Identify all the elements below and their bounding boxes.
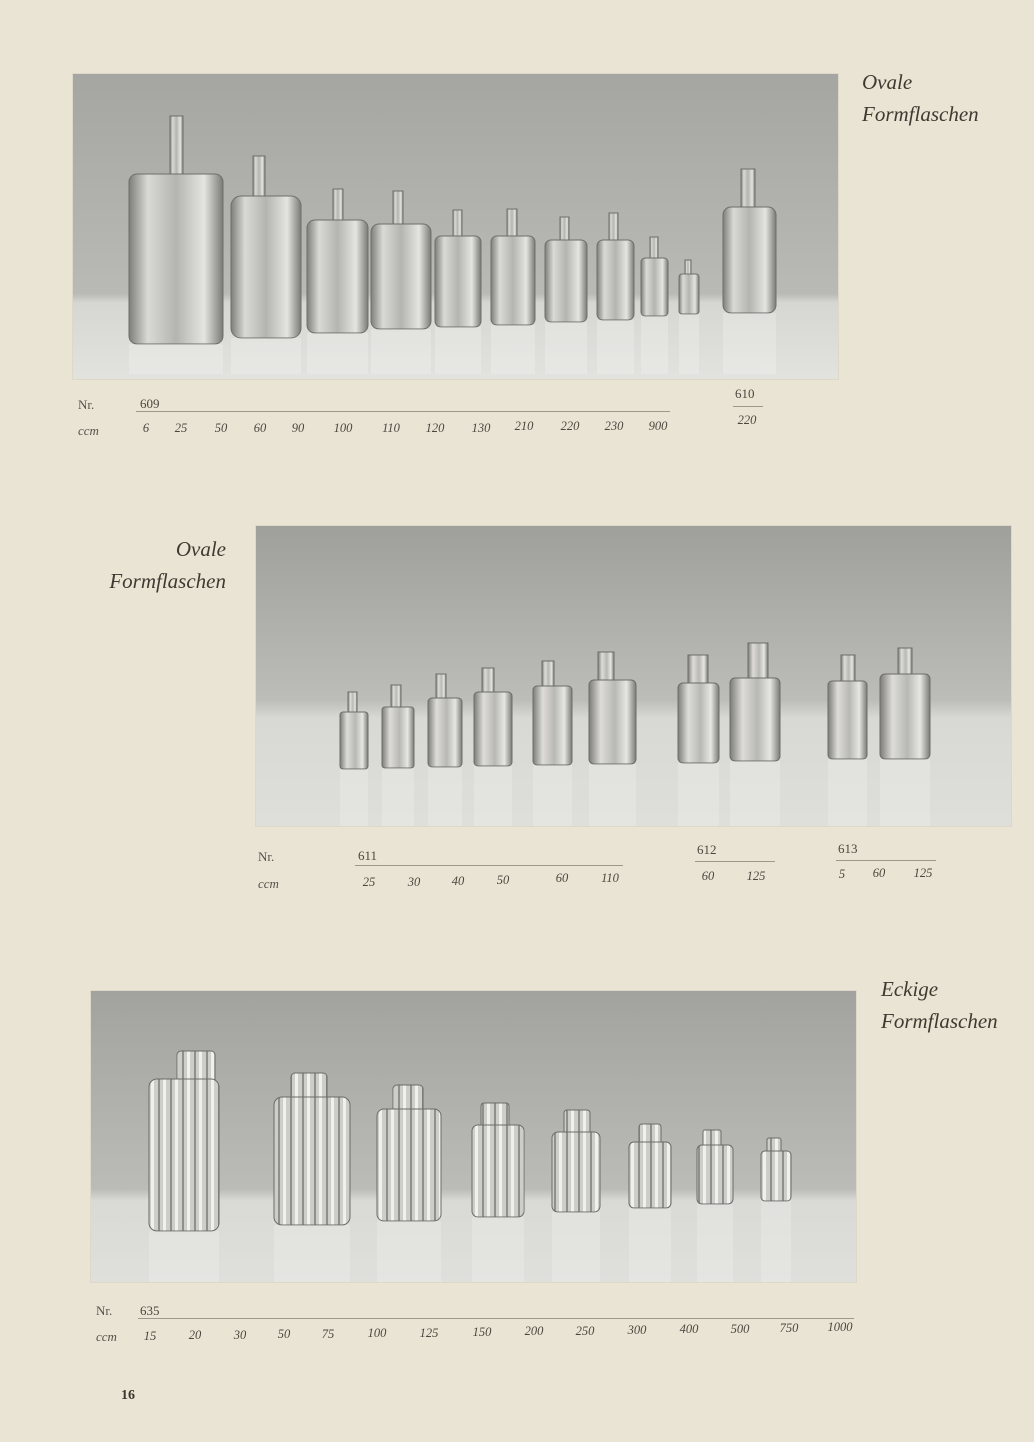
section-title-angular [881, 973, 998, 1037]
article-number-612: 612 [697, 842, 717, 857]
ccm-value: 75 [321, 1327, 335, 1341]
ccm-value: 60 [872, 866, 886, 880]
size-rule-612 [695, 861, 775, 862]
section-title-line1: Ovale [862, 70, 913, 94]
ccm-value: 40 [451, 874, 465, 888]
article-number-609: 609 [140, 396, 160, 411]
ccm-value: 300 [627, 1323, 647, 1337]
ccm-value: 25 [362, 875, 376, 889]
ccm-value: 900 [648, 419, 668, 433]
ccm-value: 110 [382, 421, 400, 435]
ccm-value: 100 [367, 1326, 387, 1340]
ccm-value: 125 [419, 1326, 439, 1340]
nr-label: Nr. [258, 849, 275, 864]
ccm-label: ccm [78, 423, 99, 438]
section-title-oval-2 [96, 533, 226, 597]
bottle-photo-angular-635-image [91, 991, 856, 1282]
bottle-photo-angular-635 [91, 991, 856, 1282]
article-number-613: 613 [838, 841, 858, 856]
size-rule-609 [136, 411, 670, 412]
ccm-value: 125 [913, 866, 933, 880]
page-number: 16 [121, 1388, 135, 1403]
size-rule-613 [836, 860, 936, 861]
ccm-label: ccm [258, 876, 279, 891]
ccm-value: 150 [472, 1325, 492, 1339]
ccm-value: 400 [679, 1322, 699, 1336]
size-rule-635 [138, 1318, 854, 1319]
ccm-value: 90 [291, 421, 305, 435]
ccm-value: 500 [730, 1322, 750, 1336]
ccm-value: 25 [174, 421, 188, 435]
ccm-value: 6 [142, 421, 150, 435]
ccm-value: 220 [560, 419, 580, 433]
ccm-value: 125 [746, 869, 766, 883]
section-title-line1: Ovale [175, 537, 226, 561]
ccm-value: 30 [233, 1328, 247, 1342]
ccm-value: 50 [214, 421, 228, 435]
nr-label: Nr. [78, 397, 95, 412]
ccm-value: 110 [601, 871, 619, 885]
ccm-value: 20 [188, 1328, 202, 1342]
bottle-photo-oval-611-613 [256, 526, 1011, 826]
size-rule-610 [733, 406, 763, 407]
ccm-value: 50 [496, 873, 510, 887]
ccm-value: 200 [524, 1324, 544, 1338]
article-number-611: 611 [358, 848, 378, 863]
section-title-line2: Formflaschen [881, 1009, 998, 1033]
section-title-line2: Formflaschen [109, 569, 226, 593]
section-title-line2: Formflaschen [862, 102, 979, 126]
section-title-line1: Eckige [881, 977, 939, 1001]
article-number-610: 610 [735, 386, 755, 401]
ccm-value: 60 [555, 871, 569, 885]
ccm-value: 15 [143, 1329, 157, 1343]
ccm-value: 100 [333, 421, 353, 435]
ccm-value: 60 [253, 421, 267, 435]
bottle-photo-oval-611-613-image [256, 526, 1011, 826]
ccm-value: 220 [737, 413, 757, 427]
ccm-value: 5 [838, 867, 846, 881]
nr-label: Nr. [96, 1303, 113, 1318]
ccm-value: 30 [407, 875, 421, 889]
bottle-photo-oval-609-610 [73, 74, 838, 379]
ccm-value: 230 [604, 419, 624, 433]
ccm-value: 210 [514, 419, 534, 433]
ccm-value: 750 [779, 1321, 799, 1335]
ccm-value: 60 [701, 869, 715, 883]
ccm-value: 130 [471, 421, 491, 435]
ccm-value: 250 [575, 1324, 595, 1338]
ccm-value: 120 [425, 421, 445, 435]
size-rule-611 [355, 865, 623, 866]
ccm-value: 1000 [827, 1320, 853, 1334]
ccm-value: 50 [277, 1327, 291, 1341]
bottle-photo-oval-609-610-image [73, 74, 838, 379]
article-number-635: 635 [140, 1303, 160, 1318]
section-title-oval-1 [862, 66, 979, 130]
ccm-label: ccm [96, 1329, 117, 1344]
